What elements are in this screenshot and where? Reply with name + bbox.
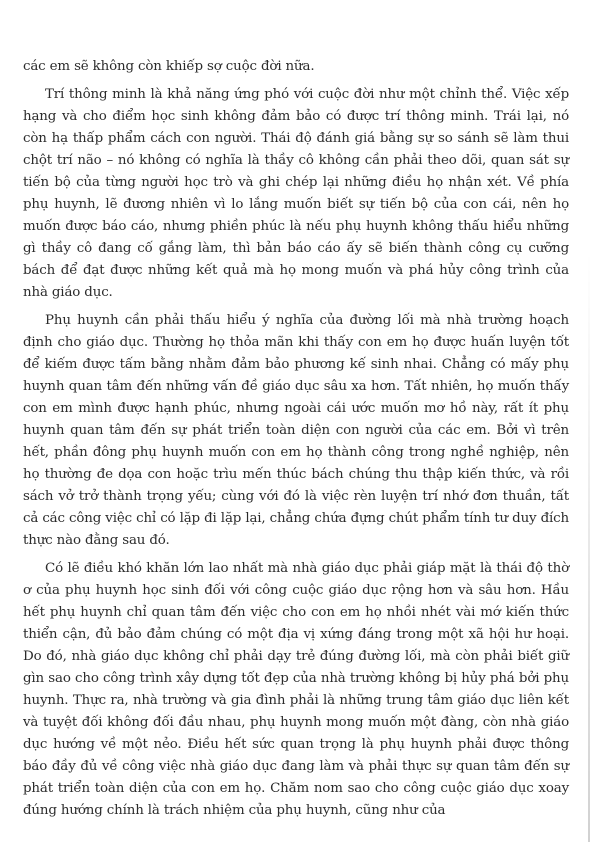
document-page <box>23 56 569 828</box>
paragraph-1: các em sẽ không còn khiếp sợ cuộc đời nữa. <box>23 59 315 74</box>
paragraph-4: Có lẽ điều khó khăn lớn lao nhất mà nhà giáo dục phải giáp mặt là thái độ thờ ơ của phụ huynh học sinh đối với công cuộc giáo dục rộng hơn và sâu hơn. Hầu hết phụ huynh chỉ quan tâm đến việc cho con em họ nhồi nhét vài mớ kiến thức thiển cận, đủ bảo đảm chúng có một địa vị xứng đáng trong một xã hội hư hoại. Do đó, nhà giáo dục không chỉ phải dạy trẻ đúng đường lối, mà còn phải biết giữ gìn sao cho công trình xây dựng tốt đẹp của nhà trường không bị hủy phá bởi phụ huynh. Thực ra, nhà trường và gia đình phải là những trung tâm giáo dục liên kết và tuyệt đối không đối đầu nhau, phụ huynh mong muốn một đàng, còn nhà giáo dục hướng về một nẻo. Điều hết sức quan trọng là phụ huynh phải được thông báo đầy đủ về công việc nhà giáo dục đang làm và phải thực sự quan tâm đến sự phát triển toàn diện của con em họ. Chăm nom sao cho công cuộc giáo dục xoay đúng hướng chính là trách nhiệm của phụ huynh, cũng như của <box>23 561 569 818</box>
paragraph-2: Trí thông minh là khả năng ứng phó với cuộc đời như một chỉnh thể. Việc xếp hạng và cho điểm học sinh không đảm bảo có được trí thông minh. Trái lại, nó còn hạ thấp phẩm cách con người. Thái độ đánh giá bằng sự so sánh sẽ làm thui chột trí não – nó không có nghĩa là thầy cô không cần phải theo dõi, quan sát sự tiến bộ của từng người học trò và ghi chép lại những điều họ nhận xét. Về phía phụ huynh, lẽ đương nhiên vì lo lắng muốn biết sự tiến bộ của con cái, nên họ muốn được báo cáo, nhưng phiền phúc là nếu phụ huynh không thấu hiểu những gì thầy cô đang cố gắng làm, thì bản báo cáo ấy sẽ biến thành công cụ cưỡng bách để đạt được những kết quả mà họ mong muốn và phá hủy công trình của nhà giáo dục. <box>23 87 569 300</box>
paragraph-3: Phụ huynh cần phải thấu hiểu ý nghĩa của đường lối mà nhà trường hoạch định cho giáo dục. Thường họ thỏa mãn khi thấy con em họ được huấn luyện tốt để kiếm được tấm bằng nhằm đảm bảo phương kế sinh nhai. Chẳng có mấy phụ huynh quan tâm đến những vấn đề giáo dục sâu xa hơn. Tất nhiên, họ muốn thấy con em mình được hạnh phúc, nhưng ngoài cái ước muốn mơ hồ này, rất ít phụ huynh quan tâm đến sự phát triển toàn diện con người của các em. Bởi vì trên hết, phần đông phụ huynh muốn con em họ thành công trong nghề nghiệp, nên họ thường đe dọa con hoặc trìu mến thúc bách chúng thu thập kiến thức, và rồi sách vở trở thành trọng yếu; cùng với đó là việc rèn luyện trí nhớ đơn thuần, tất cả các công việc chỉ có lặp đi lặp lại, chẳng chứa đựng chút phẩm tính tư duy đích thực nào đằng sau đó. <box>23 313 569 548</box>
